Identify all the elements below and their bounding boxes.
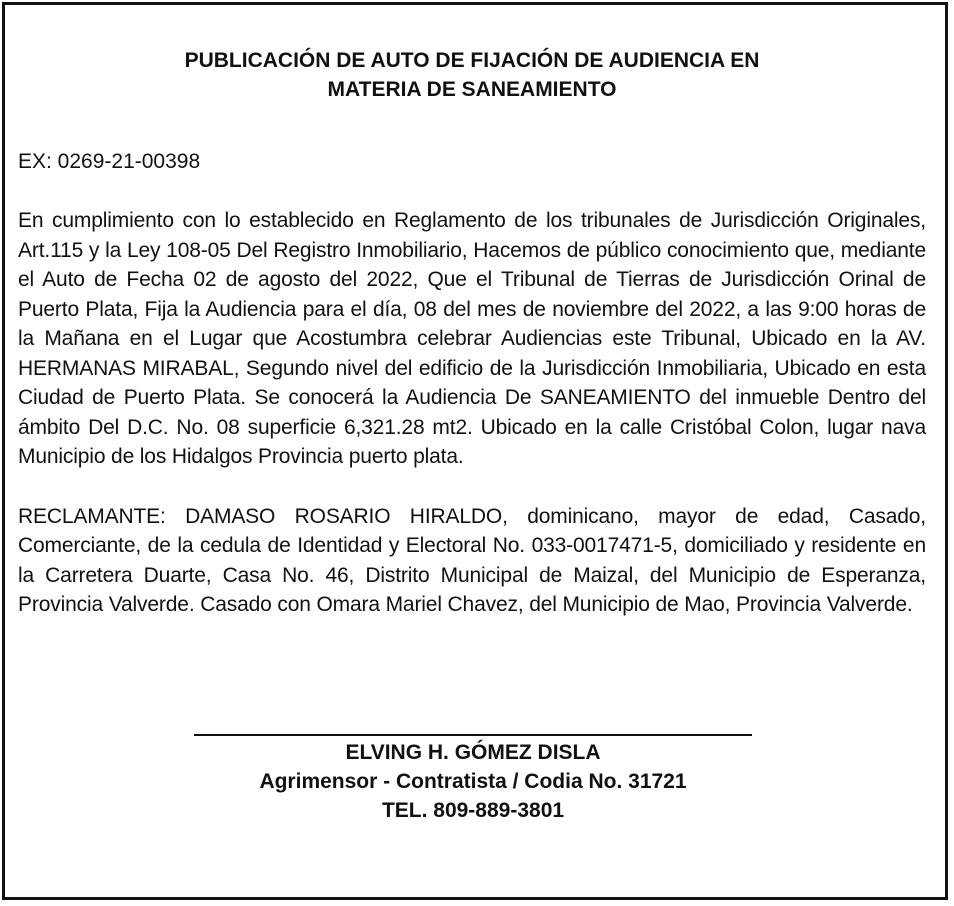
signer-name: ELVING H. GÓMEZ DISLA xyxy=(345,741,601,764)
case-number: EX: 0269-21-00398 xyxy=(18,150,201,173)
notice-title xyxy=(18,46,926,104)
notice-title-line-1: PUBLICACIÓN DE AUTO DE FIJACIÓN DE AUDIENCIA EN xyxy=(184,49,760,72)
claimant-paragraph: RECLAMANTE: DAMASO ROSARIO HIRALDO, dominicano, mayor de edad, Casado, Comerciante, de la cedula de Identidad y Electoral No. 033-0017471-5, domiciliado y residente en la Carretera Duarte, Casa No. 46, Distrito Municipal de Maizal, del Municipio de Esperanza, Provincia Valverde. Casado con Omara Mariel Chavez, del Municipio de Mao, Provincia Valverde. xyxy=(18,504,926,616)
notice-content xyxy=(18,46,926,641)
signer-role: Agrimensor - Contratista / Codia No. 31721 xyxy=(259,770,687,793)
body-paragraph: En cumplimiento con lo establecido en Reglamento de los tribunales de Jurisdicción Originales, Art.115 y la Ley 108-05 Del Registro Inmobiliario, Hacemos de público conocimiento que, mediante el Auto de Fecha 02 de agosto del 2022, Que el Tribunal de Tierras de Jurisdicción Orinal de Puerto Plata, Fija la Audiencia para el día, 08 del mes de noviembre del 2022, a las 9:00 horas de la Mañana en el Lugar que Acostumbra celebrar Audiencias este Tribunal, Ubicado en la AV. HERMANAS MIRABAL, Segundo nivel del edificio de la Jurisdicción Inmobiliaria, Ubicado en esta Ciudad de Puerto Plata. Se conocerá la Audiencia De SANEAMIENTO del inmueble Dentro del ámbito Del D.C. No. 08 superficie 6,321.28 mt2. Ubicado en la calle Cristóbal Colon, lugar nava Municipio de los Hidalgos Provincia puerto plata. xyxy=(18,209,926,468)
signature-block xyxy=(194,734,752,825)
notice-title-line-2: MATERIA DE SANEAMIENTO xyxy=(327,78,617,101)
signer-phone: TEL. 809-889-3801 xyxy=(381,799,565,822)
signature-line xyxy=(194,734,752,736)
